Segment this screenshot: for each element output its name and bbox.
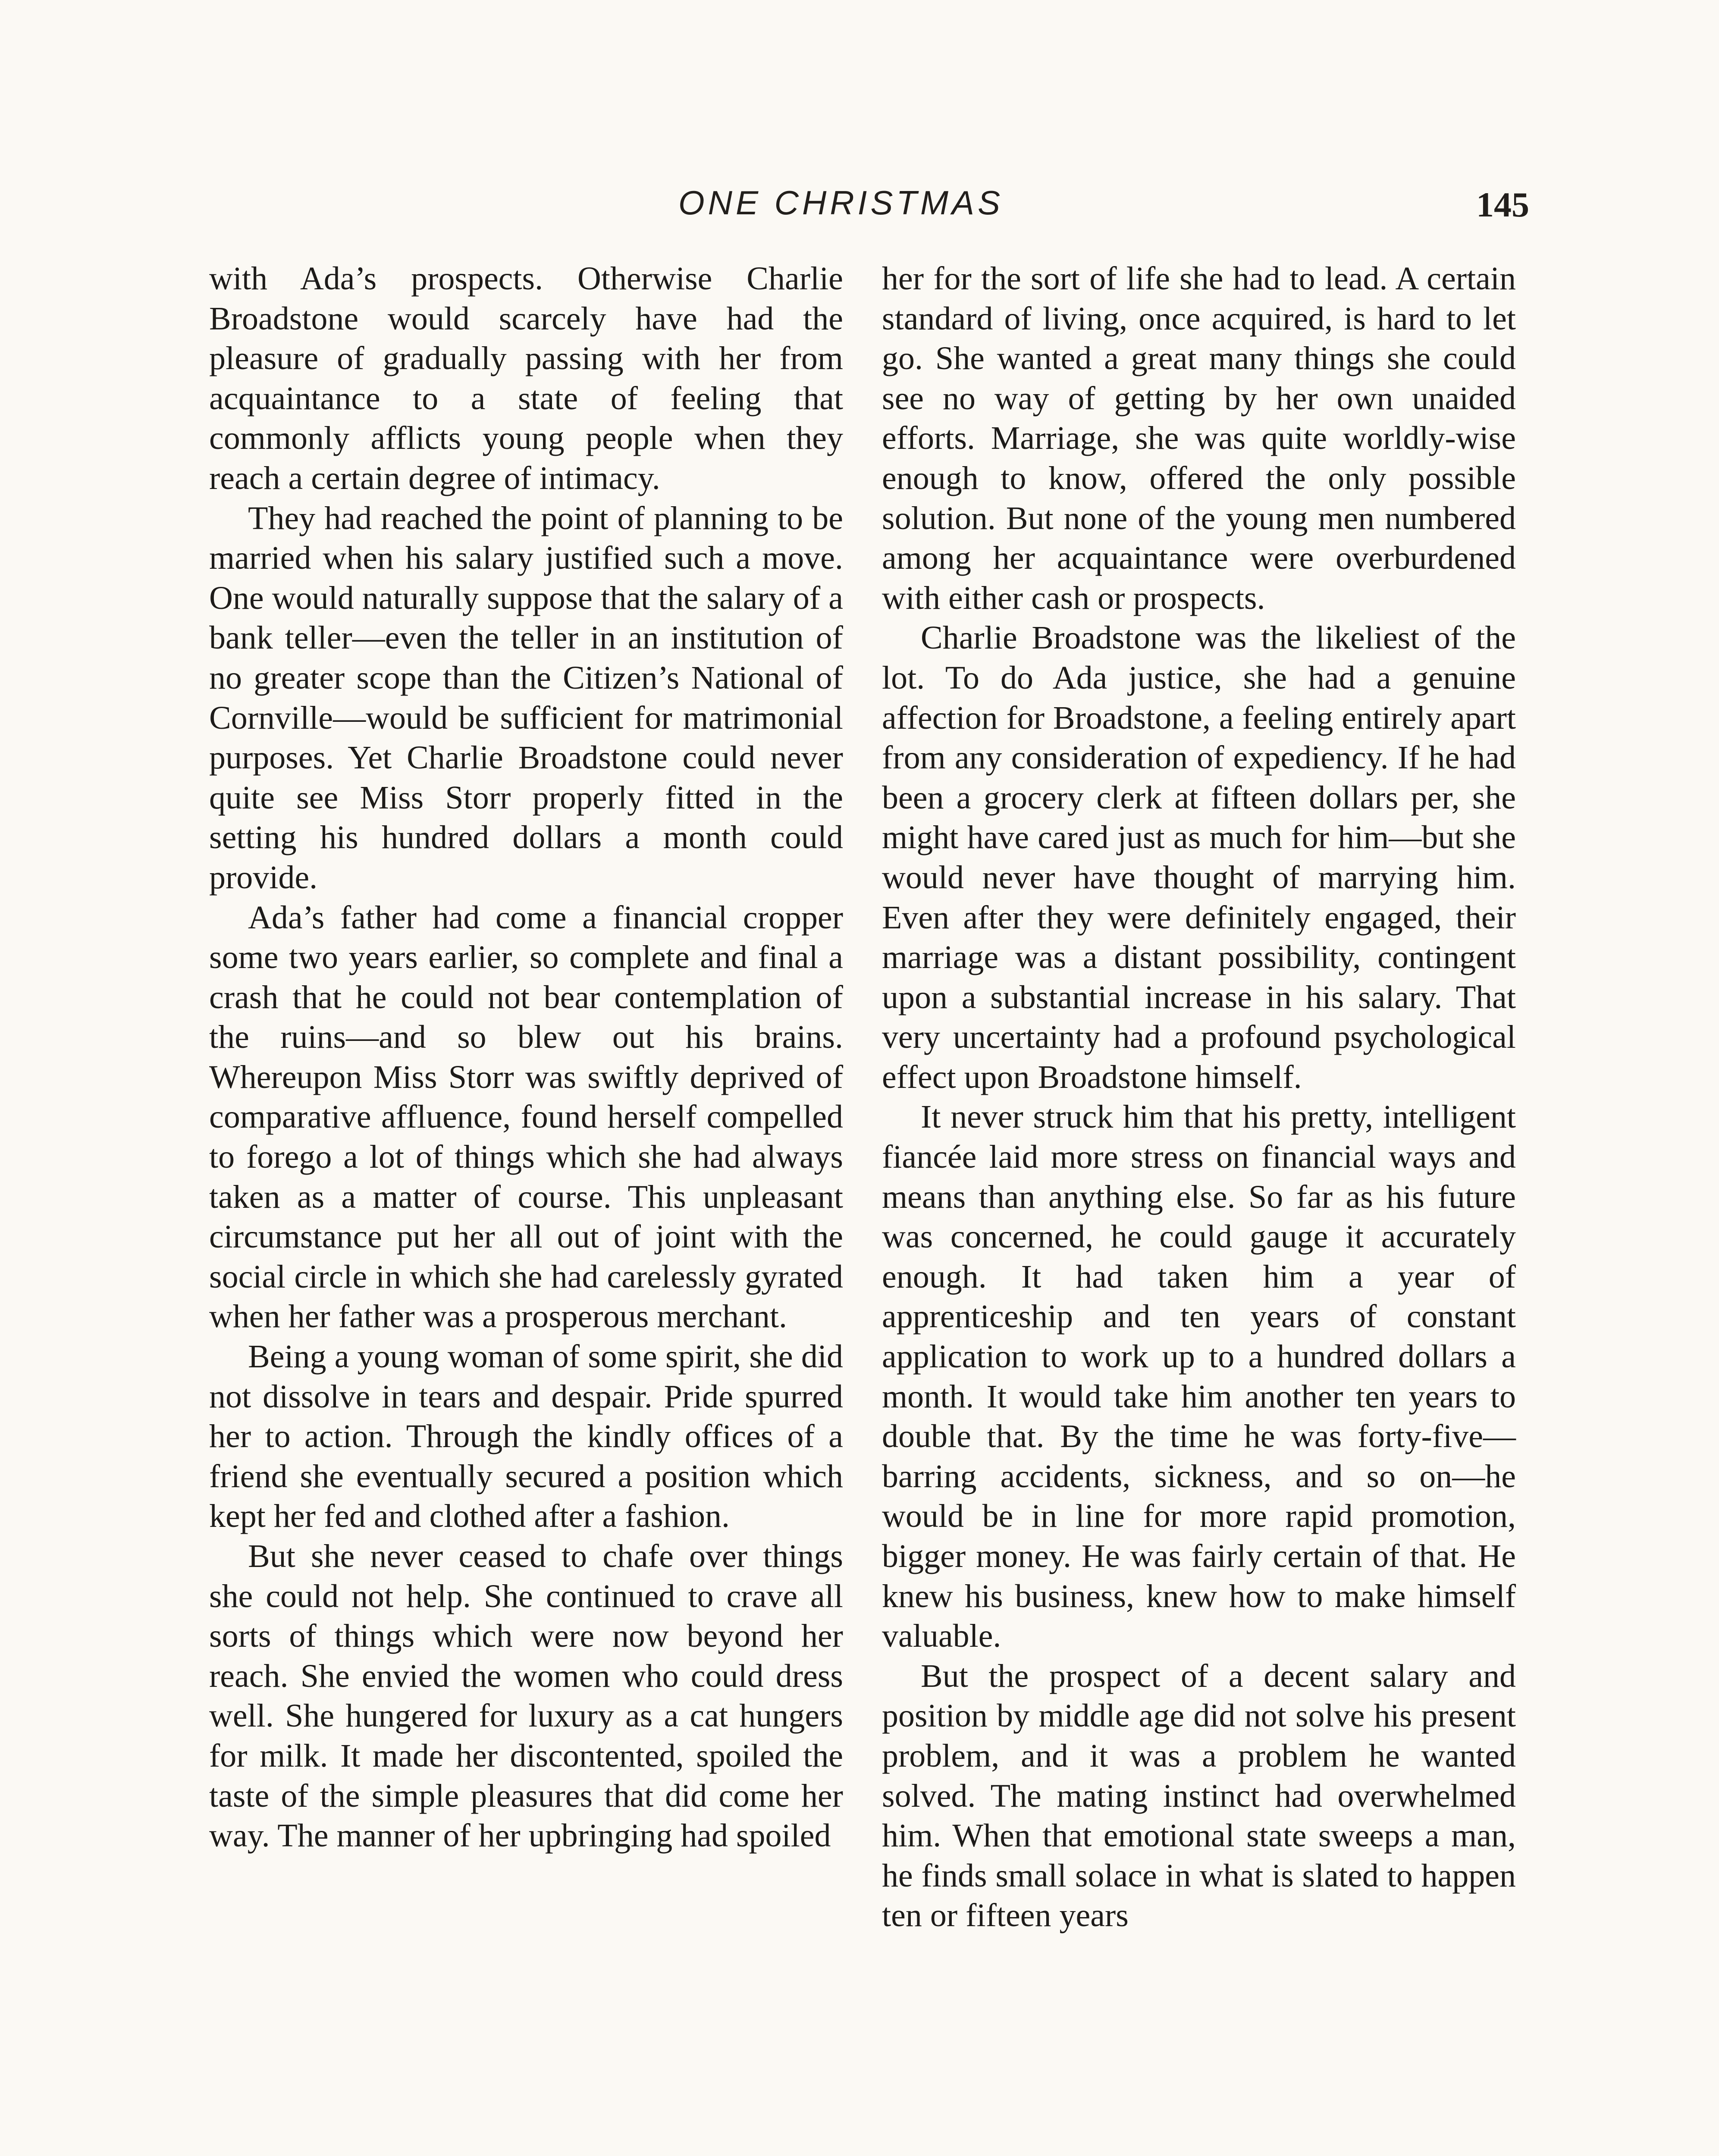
paragraph: It never struck him that his pretty, intelligent fiancée laid more stress on financial ways and means than anything else. So far as his future was concerned, he could gauge it accurately enough. It had taken him a year of apprenticeship and ten years of constant application to work up to a hundred dollars a month. It would take him another ten years to double that. By the time he was forty-five—barring accidents, sickness, and so on—he would be in line for more rapid promotion, bigger money. He was fairly certain of that. He knew his business, knew how to make himself valuable. xyxy=(882,1099,1516,1655)
paragraph: Being a young woman of some spirit, she did not dissolve in tears and despair. Pride spurred her to action. Through the kindly offices of a friend she eventually secured a position which kept her fed and clothed after a fashion. xyxy=(209,1338,843,1535)
left-column xyxy=(209,259,843,1856)
paragraph: Ada’s father had come a financial cropper some two years earlier, so complete and final a crash that he could not bear contemplation of the ruins—and so blew out his brains. Whereupon Miss Storr was swiftly deprived of comparative affluence, found herself compelled to forego a lot of things which she had always taken as a matter of course. This unpleasant circumstance put her all out of joint with the social circle in which she had carelessly gyrated when her father was a prosperous merchant. xyxy=(209,899,843,1335)
right-column xyxy=(882,259,1516,1936)
paragraph: But she never ceased to chafe over things she could not help. She continued to crave all sorts of things which were now beyond her reach. She envied the women who could dress well. She hungered for luxury as a cat hungers for milk. It made her discontented, spoiled the taste of the simple pleasures that did come her way. The manner of her upbringing had spoiled xyxy=(209,1538,843,1854)
paragraph: her for the sort of life she had to lead. A certain standard of living, once acquired, is hard to let go. She wanted a great many things she could see no way of getting by her own unaided efforts. Marriage, she was quite worldly-wise enough to know, offered the only possible solution. But none of the young men numbered among her acquaintance were overburdened with either cash or prospects. xyxy=(882,260,1516,616)
paragraph: But the prospect of a decent salary and position by middle age did not solve his present problem, and it was a problem he wanted solved. The mating instinct had overwhelmed him. When that emotional state sweeps a man, he finds small solace in what is slated to happen ten or fifteen years xyxy=(882,1658,1516,1934)
paragraph: They had reached the point of planning to be married when his salary justified such a move. One would naturally suppose that the salary of a bank teller—even the teller in an institution of no greater scope than the Citizen’s National of Cornville—would be sufficient for matrimonial purposes. Yet Charlie Broadstone could never quite see Miss Storr properly fitted in the setting his hundred dollars a month could provide. xyxy=(209,500,843,896)
page-number: 145 xyxy=(1476,185,1529,224)
paragraph: with Ada’s prospects. Otherwise Charlie Broadstone would scarcely have had the pleasure of gradually passing with her from acquaintance to a state of feeling that commonly afflicts young people when they reach a certain degree of intimacy. xyxy=(209,260,843,496)
running-title: ONE CHRISTMAS xyxy=(678,184,1004,222)
paragraph: Charlie Broadstone was the likeliest of the lot. To do Ada justice, she had a genuine affection for Broadstone, a feeling entirely apart from any consideration of expediency. If he had been a grocery clerk at fifteen dollars per, she might have cared just as much for him—but she would never have thought of marrying him. Even after they were definitely engaged, their marriage was a distant possibility, contingent upon a substantial increase in his salary. That very uncertainty had a profound psychological effect upon Broadstone himself. xyxy=(882,620,1516,1095)
